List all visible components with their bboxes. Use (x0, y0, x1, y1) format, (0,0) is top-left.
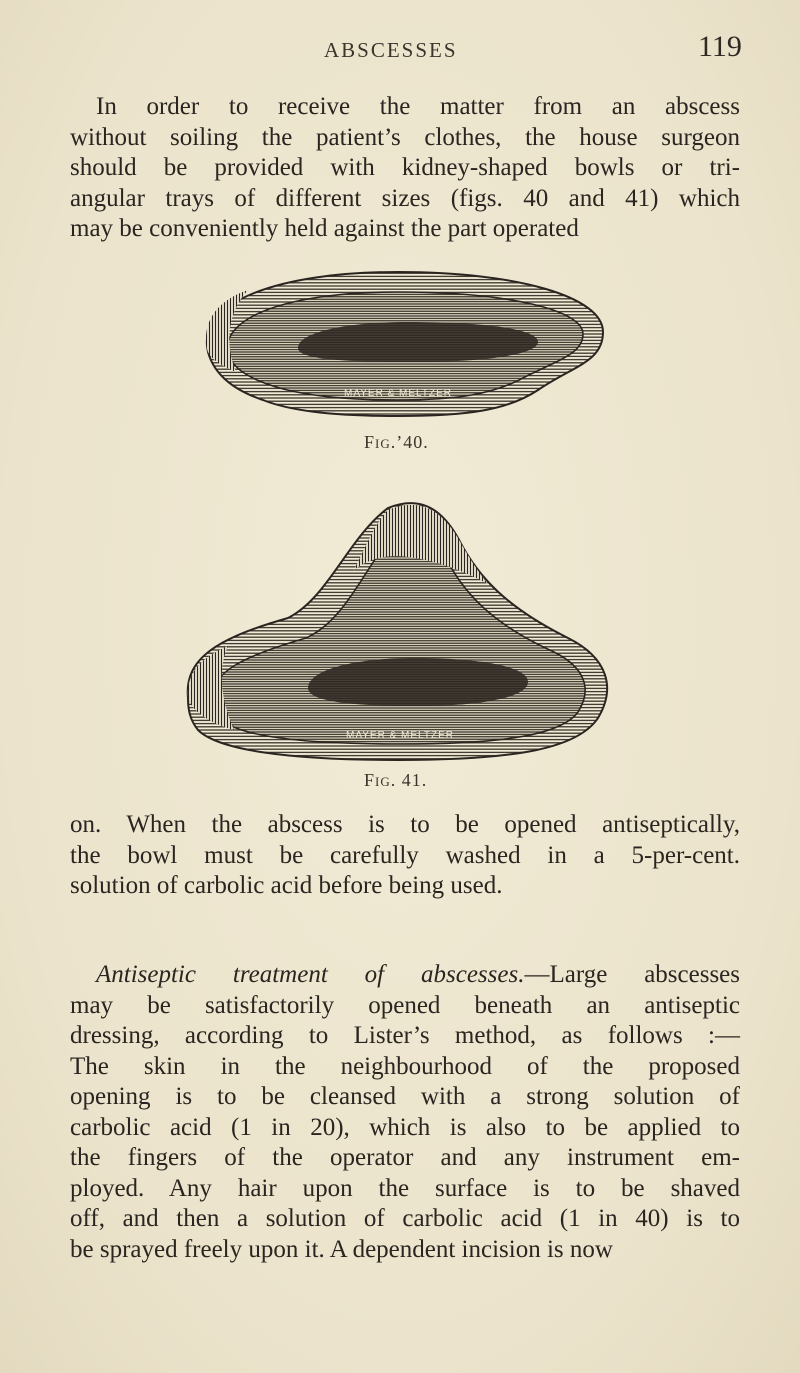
paragraph-continuation (70, 810, 740, 902)
text-line: on. When the abscess is to be opened antiseptically, (70, 811, 740, 838)
text-line: off, and then a solution of carbolic acid (1 in 40) is to (70, 1205, 740, 1232)
text-line: should be provided with kidney-shaped bowls or tri- (70, 154, 740, 181)
text-line: may be conveniently held against the part operated (70, 215, 579, 242)
text-line: The skin in the neighbourhood of the proposed (70, 1052, 740, 1080)
text-line: be sprayed freely upon it. A dependent incision is now (70, 1235, 613, 1263)
running-title: ABSCESSES (324, 38, 458, 62)
text-line: the bowl must be carefully washed in a 5-per-cent. (70, 841, 740, 869)
text-line (70, 960, 740, 991)
text-line: ployed. Any hair upon the surface is to be shaved (70, 1174, 740, 1202)
text-fragment: —Large abscesses (524, 961, 741, 988)
figure-triangular-tray (178, 498, 618, 766)
section-heading: Antiseptic treatment of abscesses. (96, 961, 525, 988)
maker-mark: MAYER & MELTZER (344, 388, 452, 399)
triangular-tray-illustration (178, 498, 618, 766)
text-line: angular trays of different sizes (figs. 40 and 41) which (70, 184, 740, 212)
figure-caption: Fig. 41. (364, 770, 428, 790)
text-line: dressing, according to Lister’s method, as follows :— (70, 1022, 740, 1049)
running-head (0, 30, 800, 70)
text-line: In order to receive the matter from an abscess (96, 93, 740, 120)
figure-kidney-bowl (178, 262, 618, 420)
maker-mark: MAYER & MELTZER (346, 730, 454, 741)
figure-caption: Fig.’40. (364, 432, 429, 452)
paragraph-antiseptic-treatment (70, 960, 740, 1265)
page-number: 119 (698, 30, 742, 63)
text-line: solution of carbolic acid before being used. (70, 872, 503, 899)
text-line: the fingers of the operator and any instrument em- (70, 1144, 740, 1171)
kidney-bowl-illustration (178, 262, 618, 420)
text-line: carbolic acid (1 in 20), which is also to be applied to (70, 1113, 740, 1141)
text-line: may be satisfactorily opened beneath an antiseptic (70, 991, 740, 1019)
text-line: without soiling the patient’s clothes, the house surgeon (70, 123, 740, 151)
paragraph-intro (70, 92, 740, 245)
text-line: opening is to be cleansed with a strong solution of (70, 1083, 740, 1110)
